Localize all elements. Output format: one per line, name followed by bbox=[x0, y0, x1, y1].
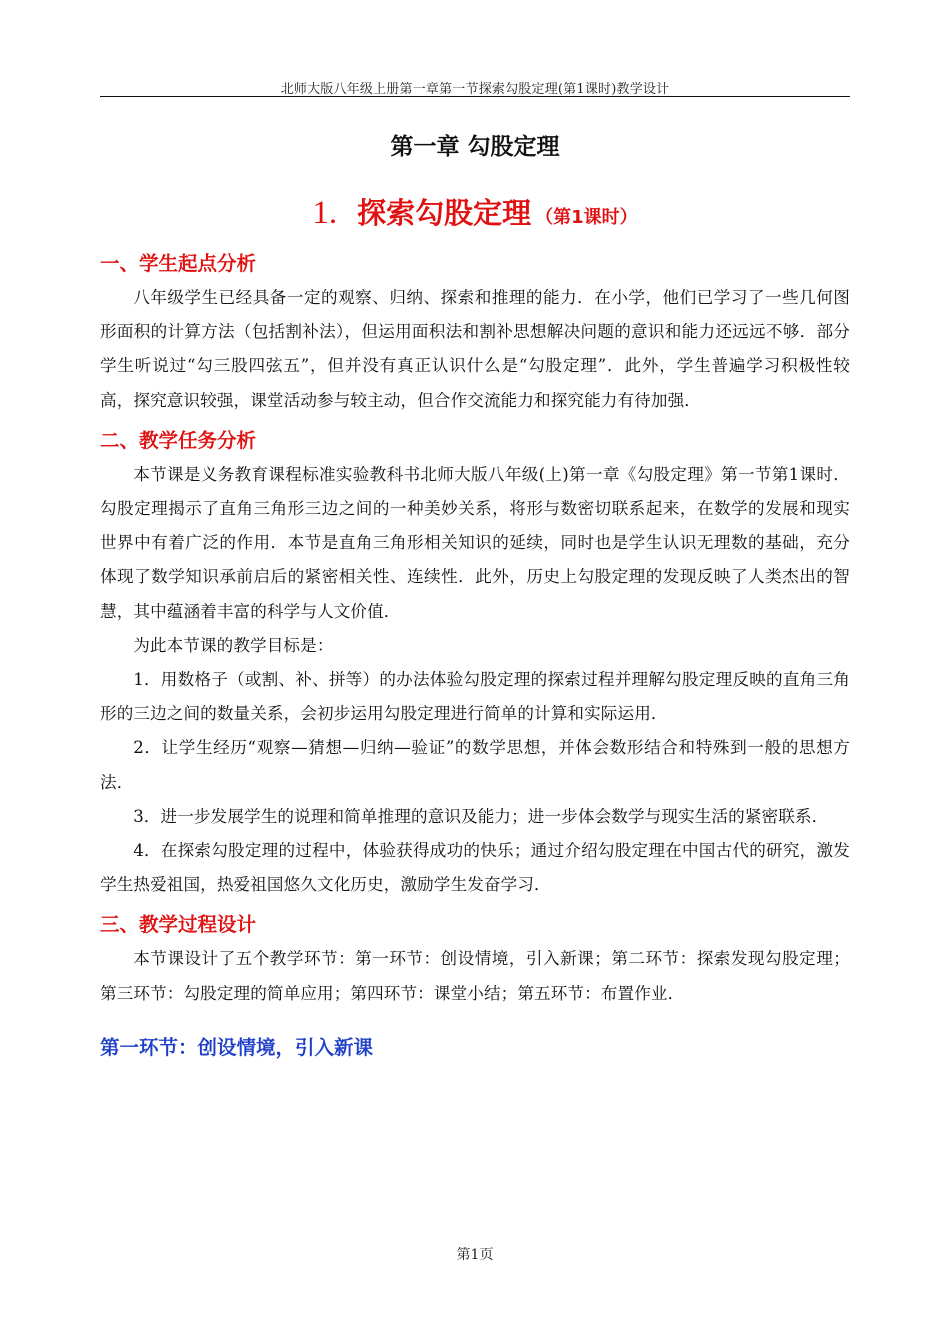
paragraph: 本节课设计了五个教学环节：第一环节：创设情境，引入新课；第二环节：探索发现勾股定理；第三环节：勾股定理的简单应用；第四环节：课堂小结；第五环节：布置作业． bbox=[100, 949, 850, 1003]
paragraph-objectives-intro: 为此本节课的教学目标是： bbox=[133, 635, 334, 655]
lesson-title-text: 探索勾股定理 bbox=[357, 196, 532, 230]
objective-item: 3．进一步发展学生的说理和简单推理的意识及能力；进一步体会数学与现实生活的紧密联系． bbox=[133, 806, 829, 826]
subsection-heading: 第一环节：创设情境，引入新课 bbox=[100, 1035, 374, 1059]
lesson-title bbox=[100, 190, 850, 241]
objective-item: 2．让学生经历“观察—猜想—归纳—验证”的数学思想，并体会数形结合和特殊到一般的思想方法． bbox=[100, 738, 850, 792]
lesson-subtitle: （第1课时） bbox=[535, 207, 638, 228]
objective-item: 1．用数格子（或割、补、拼等）的办法体验勾股定理的探索过程并理解勾股定理反映的直角三角形的三边之间的数量关系，会初步运用勾股定理进行简单的计算和实际运用． bbox=[100, 670, 850, 724]
section-heading-student-analysis: 一、学生起点分析 bbox=[100, 252, 257, 275]
running-header: 北师大版八年级上册第一章第一节探索勾股定理(第1课时)教学设计 bbox=[280, 82, 670, 97]
header-rule bbox=[100, 96, 850, 97]
page-content bbox=[100, 126, 850, 1065]
page-number: 第1页 bbox=[456, 1247, 494, 1263]
objective-item: 4．在探索勾股定理的过程中，体验获得成功的快乐；通过介绍勾股定理在中国古代的研究，激发学生热爱祖国，热爱祖国悠久文化历史，激励学生发奋学习． bbox=[100, 841, 850, 895]
section-heading-process-design: 三、教学过程设计 bbox=[100, 913, 257, 937]
lesson-number: 1. bbox=[312, 195, 338, 231]
paragraph: 本节课是义务教育课程标准实验教科书北师大版八年级(上)第一章《勾股定理》第一节第1课时．勾股定理揭示了直角三角形三边之间的一种美妙关系，将形与数密切联系起来，在数学的发展和现实世界中有着广泛的作用．本节是直角三角形相关知识的延续，同时也是学生认识无理数的基础，充分体现了数学知识承前启后的紧密相关性、连续性．此外，历史上勾股定理的发现反映了人类杰出的智慧，其中蕴涵着丰富的科学与人文价值． bbox=[100, 464, 850, 621]
section-heading-task-analysis: 二、教学任务分析 bbox=[100, 428, 257, 452]
paragraph: 八年级学生已经具备一定的观察、归纳、探索和推理的能力．在小学，他们已学习了一些几何图形面积的计算方法（包括割补法），但运用面积法和割补思想解决问题的意识和能力还远远不够．部分学生听说过“勾三股四弦五”，但并没有真正认识什么是“勾股定理”．此外，学生普遍学习积极性较高，探究意识较强，课堂活动参与较主动，但合作交流能力和探究能力有待加强． bbox=[100, 288, 850, 410]
chapter-title: 第一章 勾股定理 bbox=[390, 134, 560, 160]
